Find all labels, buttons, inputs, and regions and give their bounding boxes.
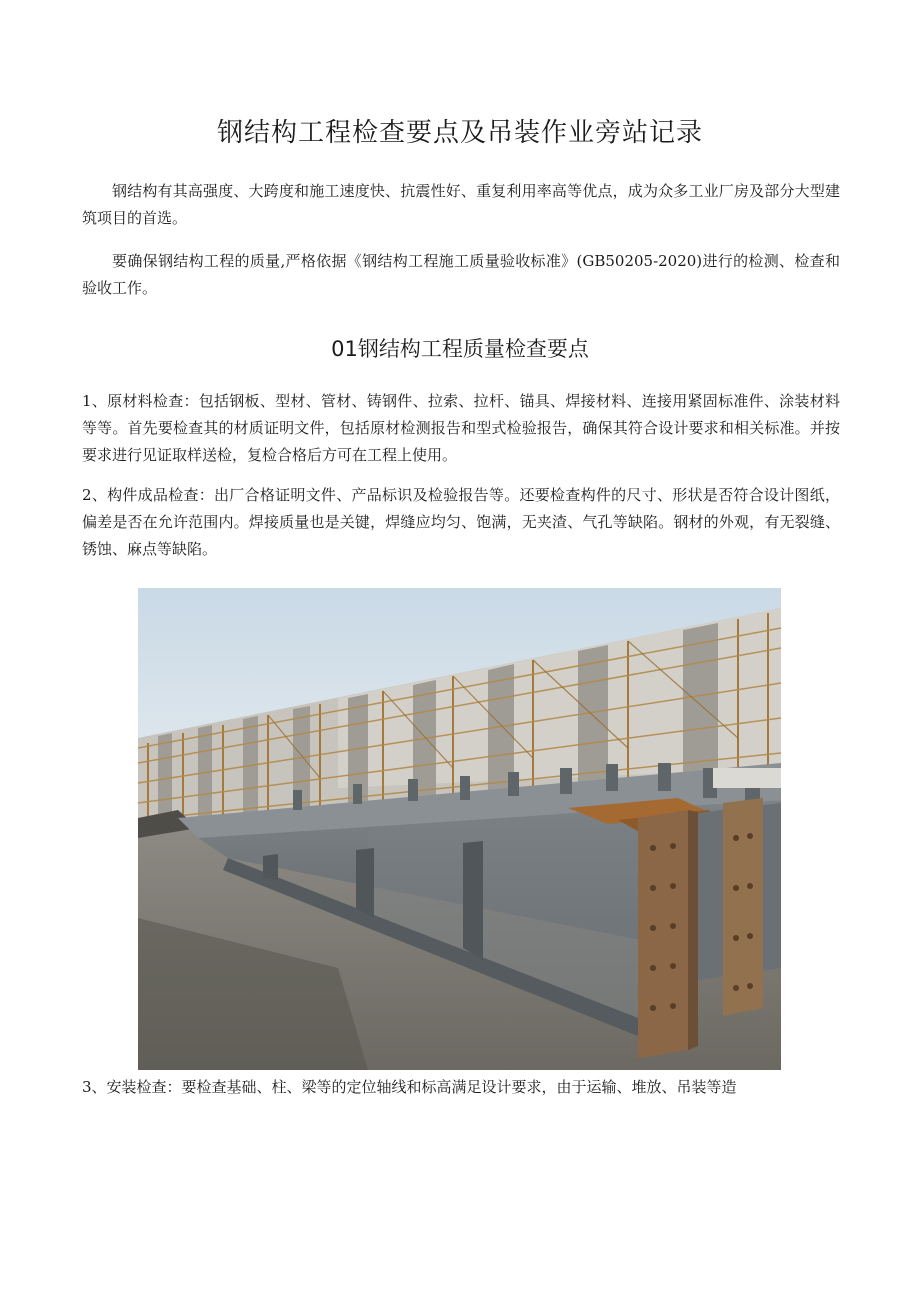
item-raw-materials: 1、原材料检查：包括钢板、型材、管材、铸钢件、拉索、拉杆、锚具、焊接材料、连接用紧固标准件、涂装材料等等。首先要检查其的材质证明文件，包括原材检测报告和型式检验报告，确保其符合设计要求和相关标准。并按要求进行见证取样送检，复检合格后方可在工程上使用。 xyxy=(82,392,840,464)
intro-paragraph-2: 要确保钢结构工程的质量,严格依据《钢结构工程施工质量验收标准》(GB50205-2020)进行的检测、检查和验收工作。 xyxy=(82,252,840,297)
section-heading: 01钢结构工程质量检查要点 xyxy=(331,337,589,361)
item-finished-components: 2、构件成品检查：出厂合格证明文件、产品标识及检验报告等。还要检查构件的尺寸、形状是否符合设计图纸，偏差是否在允许范围内。焊接质量也是关键，焊缝应均匀、饱满，无夹渣、气孔等缺陷。钢材的外观，有无裂缝、锈蚀、麻点等缺陷。 xyxy=(82,486,840,558)
item-installation: 3、安装检查：要检查基础、柱、梁等的定位轴线和标高满足设计要求，由于运输、堆放、吊装等造 xyxy=(82,1078,737,1096)
document-title: 钢结构工程检查要点及吊装作业旁站记录 xyxy=(216,118,703,148)
construction-photo-illustration xyxy=(138,588,781,1070)
construction-site-photo xyxy=(138,588,781,1070)
intro-paragraph-1: 钢结构有其高强度、大跨度和施工速度快、抗震性好、重复利用率高等优点，成为众多工业厂房及部分大型建筑项目的首选。 xyxy=(82,182,840,227)
